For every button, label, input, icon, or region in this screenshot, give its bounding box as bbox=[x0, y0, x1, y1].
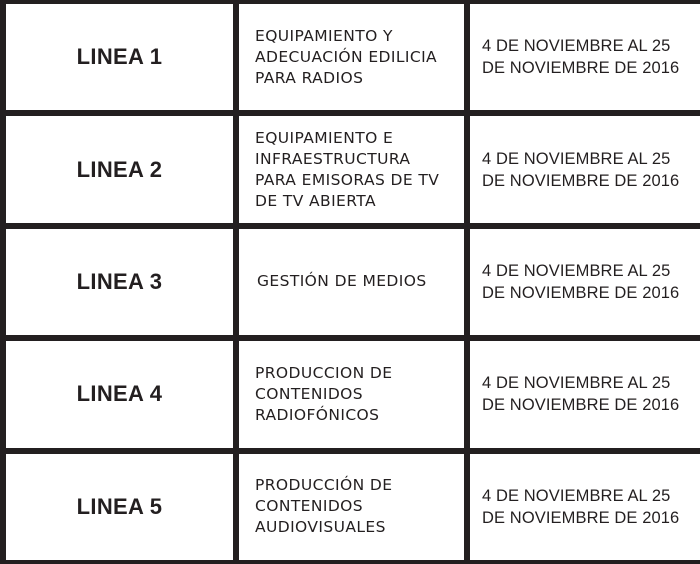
line-label-cell bbox=[6, 4, 233, 110]
date-line: 4 DE NOVIEMBRE AL 25 bbox=[482, 261, 671, 280]
date-line: DE NOVIEMBRE DE 2016 bbox=[482, 283, 680, 302]
description-line: EQUIPAMIENTO E bbox=[255, 128, 394, 147]
line-label: LINEA 1 bbox=[76, 44, 163, 70]
description-line: EQUIPAMIENTO Y bbox=[255, 26, 393, 45]
date-range-cell bbox=[470, 454, 700, 560]
line-description bbox=[255, 363, 392, 426]
date-range-cell bbox=[470, 229, 700, 335]
line-description bbox=[255, 26, 437, 89]
line-label: LINEA 3 bbox=[76, 268, 163, 294]
line-label-cell bbox=[6, 229, 233, 335]
date-line: 4 DE NOVIEMBRE AL 25 bbox=[482, 37, 671, 56]
description-line: RADIOFÓNICOS bbox=[255, 405, 380, 424]
date-line: 4 DE NOVIEMBRE AL 25 bbox=[482, 486, 671, 505]
description-line: ADECUACIÓN EDILICIA bbox=[255, 47, 438, 66]
date-range-cell bbox=[470, 341, 700, 447]
date-line: DE NOVIEMBRE DE 2016 bbox=[482, 508, 680, 527]
line-label: LINEA 2 bbox=[76, 156, 163, 182]
line-description bbox=[255, 475, 392, 538]
date-range bbox=[482, 260, 679, 304]
line-description-cell bbox=[239, 454, 464, 560]
line-description-cell bbox=[239, 4, 464, 110]
date-range-cell bbox=[470, 4, 700, 110]
line-description-cell bbox=[239, 341, 464, 447]
description-line: PRODUCCION DE bbox=[255, 363, 393, 382]
description-line: PARA EMISORAS DE TV bbox=[255, 170, 440, 189]
line-label-cell bbox=[6, 454, 233, 560]
date-line: DE NOVIEMBRE DE 2016 bbox=[482, 396, 680, 415]
description-line: DE TV ABIERTA bbox=[255, 191, 376, 210]
line-label: LINEA 5 bbox=[76, 493, 163, 519]
description-line: GESTIÓN DE MEDIOS bbox=[257, 272, 427, 291]
line-label: LINEA 4 bbox=[76, 381, 163, 407]
date-range-cell bbox=[470, 116, 700, 222]
line-description bbox=[255, 128, 439, 212]
description-line: INFRAESTRUCTURA bbox=[255, 149, 411, 168]
line-description-cell bbox=[239, 116, 464, 222]
date-line: 4 DE NOVIEMBRE AL 25 bbox=[482, 374, 671, 393]
date-range bbox=[482, 35, 679, 79]
date-range bbox=[482, 148, 679, 192]
line-description-cell bbox=[239, 229, 464, 335]
date-line: DE NOVIEMBRE DE 2016 bbox=[482, 171, 680, 190]
line-description bbox=[255, 271, 427, 292]
description-line: AUDIOVISUALES bbox=[255, 518, 386, 537]
description-line: PRODUCCIÓN DE bbox=[255, 476, 393, 495]
date-range bbox=[482, 372, 679, 416]
line-label-cell bbox=[6, 341, 233, 447]
description-line: CONTENIDOS bbox=[255, 497, 364, 516]
date-line: 4 DE NOVIEMBRE AL 25 bbox=[482, 149, 671, 168]
date-line: DE NOVIEMBRE DE 2016 bbox=[482, 59, 680, 78]
date-range bbox=[482, 485, 679, 529]
description-line: PARA RADIOS bbox=[255, 68, 364, 87]
description-line: CONTENIDOS bbox=[255, 384, 364, 403]
line-label-cell bbox=[6, 116, 233, 222]
